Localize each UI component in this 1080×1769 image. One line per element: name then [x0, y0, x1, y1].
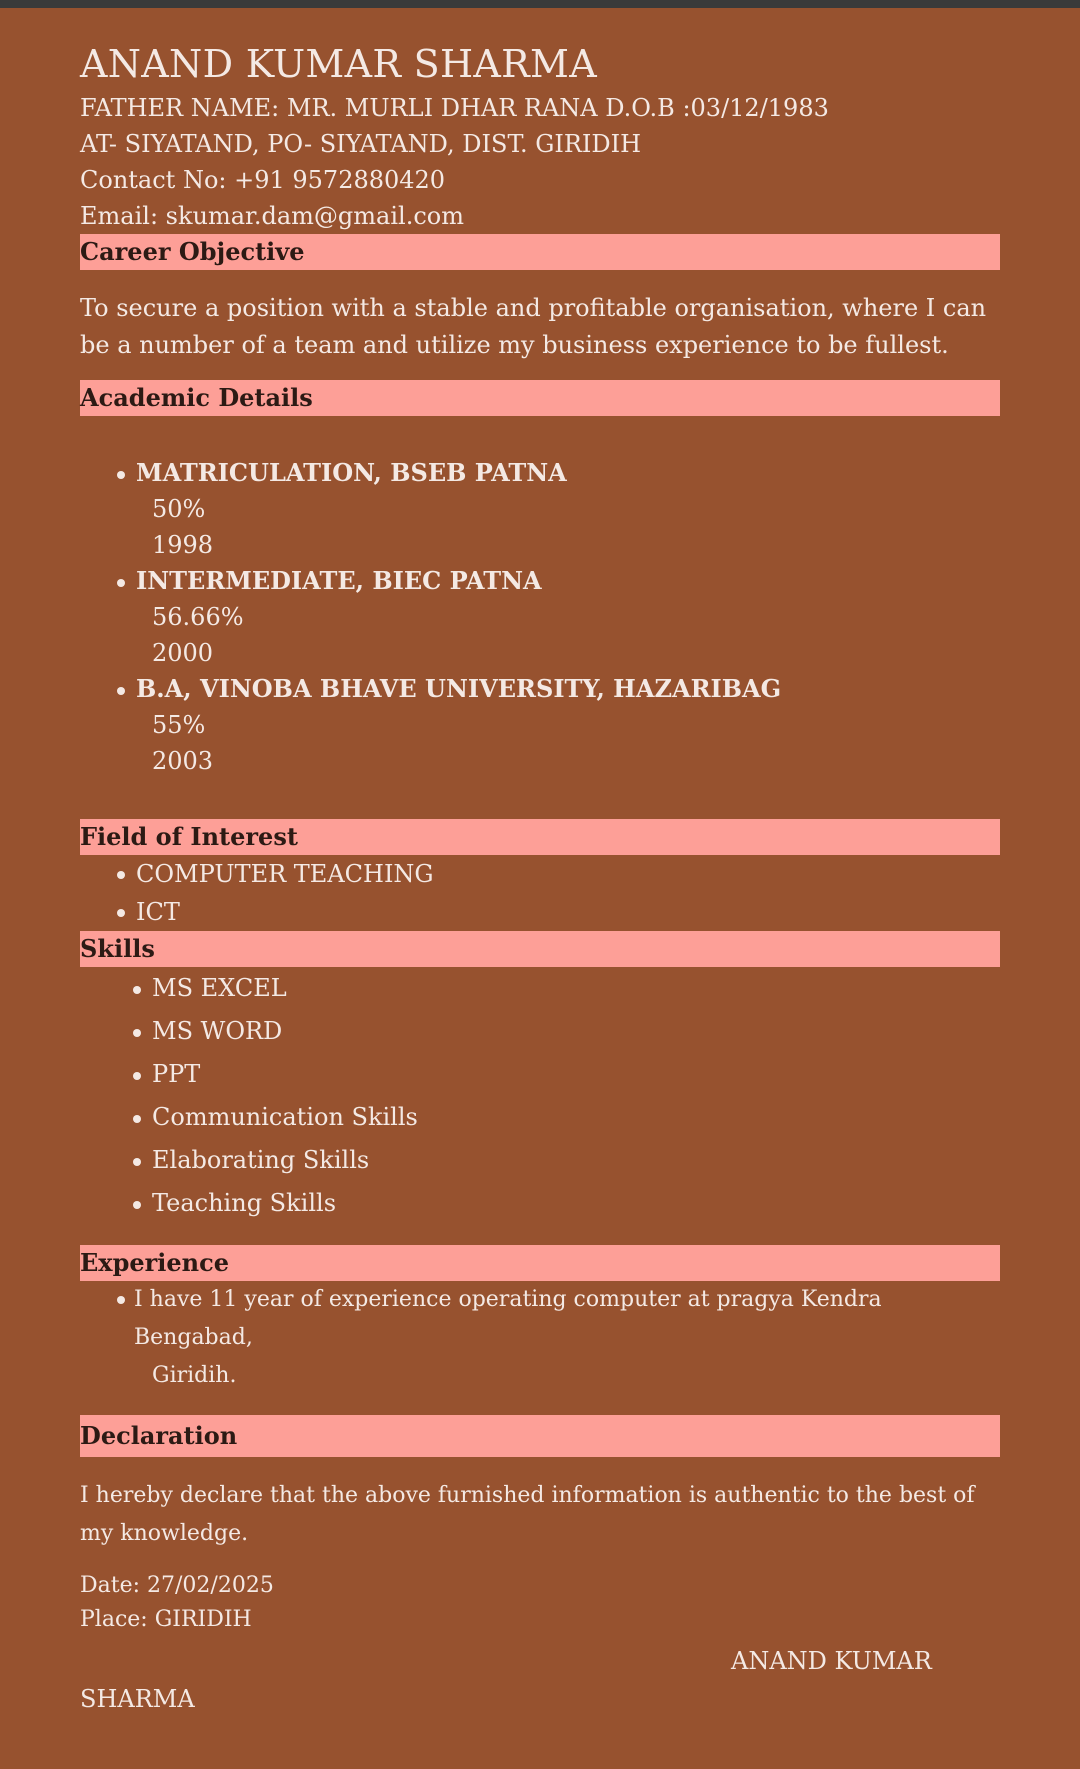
declaration-heading: Declaration: [80, 1415, 1000, 1457]
academic-item-title: MATRICULATION, BSEB PATNA: [136, 458, 567, 487]
candidate-name: ANAND KUMAR SHARMA: [80, 42, 598, 86]
interest-item: ICT: [80, 893, 1000, 931]
top-bar: [0, 0, 1080, 8]
experience-list: [80, 1281, 1000, 1395]
declaration-date: Date: 27/02/2025: [80, 1573, 274, 1598]
skill-item: MS WORD: [80, 1010, 1000, 1053]
academic-item-title: B.A, VINOBA BHAVE UNIVERSITY, HAZARIBAG: [136, 674, 782, 703]
career-objective-text: To secure a position with a stable and profitable organisation, where I can be a number of a team and utilize my business experience to be fullest.: [80, 294, 987, 359]
experience-item: [80, 1281, 1000, 1395]
skill-item: Communication Skills: [80, 1096, 1000, 1139]
contact-line: Contact No: +91 9572880420: [80, 166, 446, 194]
resume-page: [80, 38, 1000, 1717]
academic-item-year: 2003: [152, 747, 214, 775]
academic-item-title: INTERMEDIATE, BIEC PATNA: [136, 566, 542, 595]
declaration-place: Place: GIRIDIH: [80, 1607, 252, 1632]
declaration-text: I hereby declare that the above furnished information is authentic to the best of my knowledge.: [80, 1483, 975, 1546]
skill-item: MS EXCEL: [80, 967, 1000, 1010]
field-of-interest-heading: Field of Interest: [80, 819, 1000, 855]
signature-name-line2: SHARMA: [80, 1685, 195, 1713]
academic-item-percent: 55%: [152, 711, 206, 739]
academic-list: [80, 416, 1000, 779]
experience-heading: Experience: [80, 1245, 1000, 1281]
skills-heading: Skills: [80, 931, 1000, 967]
academic-item: [80, 455, 1000, 563]
experience-text-line2: Giridih.: [152, 1363, 237, 1388]
academic-item-year: 2000: [152, 639, 214, 667]
skill-item: Teaching Skills: [80, 1182, 1000, 1225]
father-dob-line: FATHER NAME: MR. MURLI DHAR RANA D.O.B :03/12/1983: [80, 94, 829, 122]
signature-name-line1: ANAND KUMAR: [731, 1647, 932, 1675]
academic-item-year: 1998: [152, 531, 214, 559]
skill-item: Elaborating Skills: [80, 1139, 1000, 1182]
email-line: Email: skumar.dam@gmail.com: [80, 202, 464, 230]
academic-item-percent: 50%: [152, 495, 206, 523]
resume-header: [80, 38, 1000, 234]
skill-item: PPT: [80, 1053, 1000, 1096]
interest-item: COMPUTER TEACHING: [80, 855, 1000, 893]
interest-list: [80, 855, 1000, 931]
academic-item: [80, 671, 1000, 779]
career-objective-heading: Career Objective: [80, 234, 1000, 270]
skills-list: [80, 967, 1000, 1225]
address-line: AT- SIYATAND, PO- SIYATAND, DIST. GIRIDIH: [80, 130, 642, 158]
experience-text-line1: I have 11 year of experience operating computer at pragya Kendra Bengabad,: [134, 1287, 882, 1350]
academic-item-percent: 56.66%: [152, 603, 244, 631]
academic-details-heading: Academic Details: [80, 380, 1000, 416]
academic-item: [80, 563, 1000, 671]
